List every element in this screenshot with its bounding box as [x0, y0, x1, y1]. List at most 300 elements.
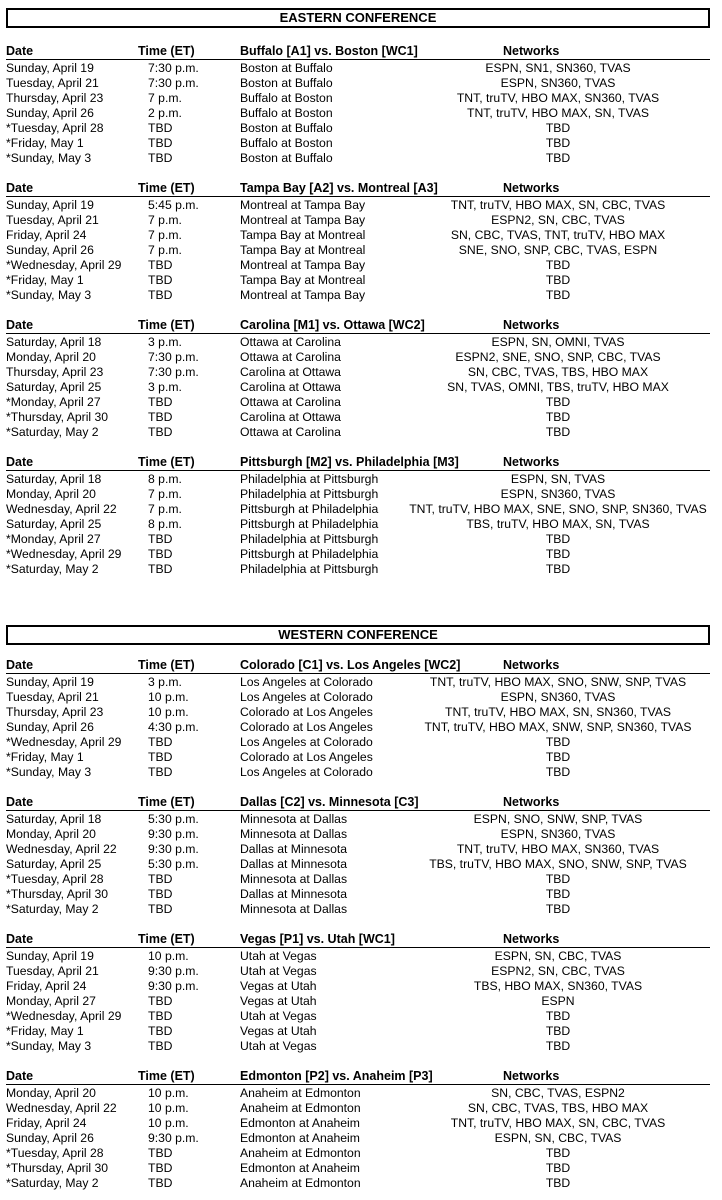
- series-carolina-ottawa: [6, 318, 710, 440]
- game-matchup: Utah at Vegas: [240, 964, 317, 978]
- game-time: TBD: [148, 532, 173, 546]
- series-title: Carolina [M1] vs. Ottawa [WC2]: [240, 318, 425, 332]
- game-time: 8 p.m.: [148, 517, 182, 531]
- game-row: [6, 61, 710, 76]
- time-column-header: Time (ET): [138, 318, 195, 332]
- game-date: *Friday, May 1: [6, 273, 84, 287]
- networks-column-header: Networks: [503, 318, 560, 332]
- game-row: [6, 335, 710, 350]
- series-tampa-bay-montreal: [6, 181, 710, 303]
- game-date: Saturday, April 25: [6, 857, 102, 871]
- game-row: [6, 1086, 710, 1101]
- game-matchup: Tampa Bay at Montreal: [240, 243, 366, 257]
- game-matchup: Pittsburgh at Philadelphia: [240, 517, 379, 531]
- game-time: 7:30 p.m.: [148, 61, 199, 75]
- time-column-header: Time (ET): [138, 658, 195, 672]
- series-vegas-utah: [6, 932, 710, 1054]
- game-row: [6, 532, 710, 547]
- time-column-header: Time (ET): [138, 932, 195, 946]
- game-date: Wednesday, April 22: [6, 1101, 117, 1115]
- game-networks: TNT, truTV, HBO MAX, SN, CBC, TVAS: [450, 1116, 666, 1130]
- series-header: [6, 181, 710, 197]
- game-time: 7 p.m.: [148, 502, 182, 516]
- game-matchup: Montreal at Tampa Bay: [240, 288, 366, 302]
- game-networks: ESPN, SN, TVAS: [510, 472, 606, 486]
- game-networks: TBS, HBO MAX, SN360, TVAS: [473, 979, 643, 993]
- game-time: 3 p.m.: [148, 335, 182, 349]
- game-date: Wednesday, April 22: [6, 502, 117, 516]
- game-networks: TBD: [545, 902, 571, 916]
- game-time: 10 p.m.: [148, 705, 189, 719]
- game-matchup: Montreal at Tampa Bay: [240, 198, 366, 212]
- games-list: [6, 334, 710, 440]
- game-networks: TNT, truTV, HBO MAX, SN, CBC, TVAS: [450, 198, 666, 212]
- game-matchup: Dallas at Minnesota: [240, 887, 348, 901]
- game-date: *Thursday, April 30: [6, 887, 109, 901]
- game-networks: ESPN, SN360, TVAS: [500, 76, 616, 90]
- time-column-header: Time (ET): [138, 1069, 195, 1083]
- series-title: Edmonton [P2] vs. Anaheim [P3]: [240, 1069, 433, 1083]
- game-row: [6, 425, 710, 440]
- game-date: Friday, April 24: [6, 1116, 87, 1130]
- game-time: TBD: [148, 994, 173, 1008]
- game-networks: TBD: [545, 273, 571, 287]
- game-networks: ESPN, SNO, SNW, SNP, TVAS: [473, 812, 643, 826]
- series-title: Colorado [C1] vs. Los Angeles [WC2]: [240, 658, 461, 672]
- game-date: *Tuesday, April 28: [6, 872, 104, 886]
- game-networks: TNT, truTV, HBO MAX, SN, TVAS: [467, 106, 649, 120]
- game-row: [6, 994, 710, 1009]
- game-matchup: Vegas at Utah: [240, 979, 317, 993]
- game-row: [6, 765, 710, 780]
- game-row: [6, 106, 710, 121]
- series-title: Tampa Bay [A2] vs. Montreal [A3]: [240, 181, 438, 195]
- game-time: 7 p.m.: [148, 487, 182, 501]
- game-matchup: Buffalo at Boston: [240, 91, 333, 105]
- game-networks: TBD: [545, 872, 571, 886]
- game-networks: TBS, truTV, HBO MAX, SN, TVAS: [466, 517, 650, 531]
- game-time: TBD: [148, 547, 173, 561]
- game-row: [6, 243, 710, 258]
- game-matchup: Buffalo at Boston: [240, 136, 333, 150]
- game-date: Saturday, April 25: [6, 380, 102, 394]
- game-row: [6, 1024, 710, 1039]
- games-list: [6, 674, 710, 780]
- game-networks: TBD: [545, 532, 571, 546]
- game-row: [6, 842, 710, 857]
- game-matchup: Tampa Bay at Montreal: [240, 273, 366, 287]
- game-networks: TBD: [545, 887, 571, 901]
- game-networks: SN, TVAS, OMNI, TBS, truTV, HBO MAX: [447, 380, 669, 394]
- game-time: 9:30 p.m.: [148, 842, 199, 856]
- game-time: 5:30 p.m.: [148, 857, 199, 871]
- game-date: *Sunday, May 3: [6, 765, 92, 779]
- game-row: [6, 502, 710, 517]
- game-date: Thursday, April 23: [6, 91, 104, 105]
- game-networks: SN, CBC, TVAS, TBS, HBO MAX: [467, 1101, 649, 1115]
- game-date: *Thursday, April 30: [6, 1161, 109, 1175]
- game-networks: ESPN, SN360, TVAS: [500, 487, 616, 501]
- game-date: *Wednesday, April 29: [6, 547, 122, 561]
- game-matchup: Tampa Bay at Montreal: [240, 228, 366, 242]
- game-matchup: Ottawa at Carolina: [240, 425, 341, 439]
- game-networks: ESPN: [541, 994, 575, 1008]
- game-matchup: Utah at Vegas: [240, 949, 317, 963]
- game-time: TBD: [148, 872, 173, 886]
- game-row: [6, 472, 710, 487]
- game-date: Saturday, April 18: [6, 812, 102, 826]
- game-matchup: Vegas at Utah: [240, 994, 317, 1008]
- game-matchup: Pittsburgh at Philadelphia: [240, 547, 379, 561]
- game-matchup: Boston at Buffalo: [240, 76, 333, 90]
- game-row: [6, 198, 710, 213]
- game-date: Friday, April 24: [6, 979, 87, 993]
- game-date: Monday, April 20: [6, 827, 96, 841]
- game-date: Sunday, April 19: [6, 61, 94, 75]
- game-networks: TBD: [545, 765, 571, 779]
- game-matchup: Philadelphia at Pittsburgh: [240, 487, 379, 501]
- game-networks: TNT, truTV, HBO MAX, SN360, TVAS: [456, 91, 660, 105]
- game-time: 7 p.m.: [148, 213, 182, 227]
- game-matchup: Philadelphia at Pittsburgh: [240, 472, 379, 486]
- game-networks: TBS, truTV, HBO MAX, SNO, SNW, SNP, TVAS: [429, 857, 687, 871]
- game-date: Sunday, April 26: [6, 243, 94, 257]
- game-row: [6, 1009, 710, 1024]
- game-matchup: Edmonton at Anaheim: [240, 1131, 360, 1145]
- game-time: TBD: [148, 151, 173, 165]
- series-edmonton-anaheim: [6, 1069, 710, 1191]
- game-networks: TBD: [545, 136, 571, 150]
- game-networks: TBD: [545, 1024, 571, 1038]
- game-date: *Saturday, May 2: [6, 425, 99, 439]
- game-row: [6, 380, 710, 395]
- game-date: *Wednesday, April 29: [6, 735, 122, 749]
- game-row: [6, 288, 710, 303]
- game-row: [6, 1101, 710, 1116]
- game-row: [6, 273, 710, 288]
- game-row: [6, 395, 710, 410]
- game-networks: TBD: [545, 121, 571, 135]
- game-row: [6, 827, 710, 842]
- games-list: [6, 1085, 710, 1191]
- game-row: [6, 720, 710, 735]
- game-networks: ESPN, SN, OMNI, TVAS: [491, 335, 625, 349]
- game-matchup: Utah at Vegas: [240, 1039, 317, 1053]
- game-networks: ESPN2, SN, CBC, TVAS: [491, 213, 625, 227]
- game-row: [6, 151, 710, 166]
- game-matchup: Buffalo at Boston: [240, 106, 333, 120]
- game-date: *Wednesday, April 29: [6, 258, 122, 272]
- game-time: 10 p.m.: [148, 1116, 189, 1130]
- game-row: [6, 872, 710, 887]
- game-row: [6, 76, 710, 91]
- game-matchup: Minnesota at Dallas: [240, 827, 348, 841]
- game-matchup: Anaheim at Edmonton: [240, 1086, 361, 1100]
- series-header: [6, 795, 710, 811]
- game-row: [6, 812, 710, 827]
- game-row: [6, 547, 710, 562]
- game-time: 3 p.m.: [148, 380, 182, 394]
- game-row: [6, 1146, 710, 1161]
- game-date: Monday, April 20: [6, 487, 96, 501]
- western-conference-header: WESTERN CONFERENCE: [6, 625, 710, 645]
- game-time: TBD: [148, 425, 173, 439]
- game-matchup: Los Angeles at Colorado: [240, 765, 373, 779]
- game-row: [6, 365, 710, 380]
- game-row: [6, 350, 710, 365]
- game-networks: TNT, truTV, HBO MAX, SNW, SNP, SN360, TVAS: [424, 720, 692, 734]
- game-networks: TBD: [545, 410, 571, 424]
- game-matchup: Boston at Buffalo: [240, 61, 333, 75]
- date-column-header: Date: [6, 44, 34, 58]
- game-matchup: Anaheim at Edmonton: [240, 1101, 361, 1115]
- game-matchup: Montreal at Tampa Bay: [240, 258, 366, 272]
- game-date: *Tuesday, April 28: [6, 121, 104, 135]
- game-date: Sunday, April 26: [6, 1131, 94, 1145]
- game-row: [6, 121, 710, 136]
- game-time: TBD: [148, 1024, 173, 1038]
- game-date: *Wednesday, April 29: [6, 1009, 122, 1023]
- game-time: 9:30 p.m.: [148, 1131, 199, 1145]
- networks-column-header: Networks: [503, 1069, 560, 1083]
- game-networks: TNT, truTV, HBO MAX, SN, SN360, TVAS: [445, 705, 671, 719]
- series-title: Dallas [C2] vs. Minnesota [C3]: [240, 795, 419, 809]
- game-row: [6, 675, 710, 690]
- date-column-header: Date: [6, 318, 34, 332]
- game-date: Saturday, April 18: [6, 335, 102, 349]
- game-time: 7 p.m.: [148, 228, 182, 242]
- game-time: 9:30 p.m.: [148, 979, 199, 993]
- networks-column-header: Networks: [503, 795, 560, 809]
- game-row: [6, 517, 710, 532]
- game-row: [6, 949, 710, 964]
- game-time: TBD: [148, 258, 173, 272]
- game-networks: ESPN, SN1, SN360, TVAS: [485, 61, 631, 75]
- game-matchup: Anaheim at Edmonton: [240, 1146, 361, 1160]
- game-row: [6, 750, 710, 765]
- game-matchup: Boston at Buffalo: [240, 151, 333, 165]
- game-time: 10 p.m.: [148, 1086, 189, 1100]
- game-time: TBD: [148, 1146, 173, 1160]
- game-date: Wednesday, April 22: [6, 842, 117, 856]
- game-matchup: Minnesota at Dallas: [240, 872, 348, 886]
- game-networks: TBD: [545, 151, 571, 165]
- game-date: Tuesday, April 21: [6, 690, 99, 704]
- game-row: [6, 258, 710, 273]
- game-matchup: Ottawa at Carolina: [240, 335, 341, 349]
- game-row: [6, 1161, 710, 1176]
- game-row: [6, 857, 710, 872]
- game-networks: SN, CBC, TVAS, TNT, truTV, HBO MAX: [450, 228, 666, 242]
- game-date: Sunday, April 26: [6, 106, 94, 120]
- game-date: *Monday, April 27: [6, 532, 101, 546]
- time-column-header: Time (ET): [138, 44, 195, 58]
- game-networks: ESPN, SN360, TVAS: [500, 690, 616, 704]
- date-column-header: Date: [6, 795, 34, 809]
- game-time: TBD: [148, 136, 173, 150]
- networks-column-header: Networks: [503, 455, 560, 469]
- game-networks: TNT, truTV, HBO MAX, SN360, TVAS: [456, 842, 660, 856]
- games-list: [6, 811, 710, 917]
- game-date: Tuesday, April 21: [6, 76, 99, 90]
- game-date: Sunday, April 19: [6, 675, 94, 689]
- game-date: Sunday, April 26: [6, 720, 94, 734]
- game-networks: TBD: [545, 425, 571, 439]
- game-networks: ESPN, SN, CBC, TVAS: [494, 1131, 622, 1145]
- eastern-conference-header: EASTERN CONFERENCE: [6, 8, 710, 28]
- game-networks: TBD: [545, 395, 571, 409]
- game-time: 10 p.m.: [148, 1101, 189, 1115]
- game-matchup: Dallas at Minnesota: [240, 842, 348, 856]
- game-time: 3 p.m.: [148, 675, 182, 689]
- game-time: TBD: [148, 121, 173, 135]
- game-matchup: Carolina at Ottawa: [240, 380, 341, 394]
- game-networks: TBD: [545, 750, 571, 764]
- game-date: *Monday, April 27: [6, 395, 101, 409]
- game-row: [6, 91, 710, 106]
- game-time: TBD: [148, 750, 173, 764]
- game-time: TBD: [148, 395, 173, 409]
- game-matchup: Carolina at Ottawa: [240, 410, 341, 424]
- game-date: *Tuesday, April 28: [6, 1146, 104, 1160]
- game-date: Thursday, April 23: [6, 365, 104, 379]
- series-header: [6, 1069, 710, 1085]
- series-header: [6, 932, 710, 948]
- game-row: [6, 979, 710, 994]
- date-column-header: Date: [6, 1069, 34, 1083]
- game-date: Tuesday, April 21: [6, 213, 99, 227]
- game-networks: ESPN2, SNE, SNO, SNP, CBC, TVAS: [455, 350, 661, 364]
- game-date: *Sunday, May 3: [6, 1039, 92, 1053]
- game-row: [6, 410, 710, 425]
- networks-column-header: Networks: [503, 932, 560, 946]
- game-matchup: Los Angeles at Colorado: [240, 735, 373, 749]
- game-date: Tuesday, April 21: [6, 964, 99, 978]
- game-networks: TBD: [545, 1161, 571, 1175]
- game-time: 7:30 p.m.: [148, 76, 199, 90]
- game-matchup: Minnesota at Dallas: [240, 812, 348, 826]
- game-time: TBD: [148, 273, 173, 287]
- game-matchup: Carolina at Ottawa: [240, 365, 341, 379]
- game-networks: TBD: [545, 562, 571, 576]
- game-date: *Saturday, May 2: [6, 902, 99, 916]
- game-networks: TBD: [545, 1039, 571, 1053]
- date-column-header: Date: [6, 455, 34, 469]
- series-dallas-minnesota: [6, 795, 710, 917]
- games-list: [6, 60, 710, 166]
- game-row: [6, 136, 710, 151]
- game-time: 2 p.m.: [148, 106, 182, 120]
- game-date: Monday, April 27: [6, 994, 96, 1008]
- series-header: [6, 658, 710, 674]
- game-matchup: Edmonton at Anaheim: [240, 1161, 360, 1175]
- game-row: [6, 705, 710, 720]
- series-title: Buffalo [A1] vs. Boston [WC1]: [240, 44, 418, 58]
- series-buffalo-boston: [6, 44, 710, 166]
- games-list: [6, 948, 710, 1054]
- game-networks: SNE, SNO, SNP, CBC, TVAS, ESPN: [458, 243, 658, 257]
- game-time: TBD: [148, 410, 173, 424]
- networks-column-header: Networks: [503, 181, 560, 195]
- game-matchup: Boston at Buffalo: [240, 121, 333, 135]
- game-date: *Thursday, April 30: [6, 410, 109, 424]
- game-row: [6, 1116, 710, 1131]
- game-row: [6, 735, 710, 750]
- game-matchup: Colorado at Los Angeles: [240, 720, 373, 734]
- game-networks: SN, CBC, TVAS, ESPN2: [491, 1086, 625, 1100]
- game-matchup: Pittsburgh at Philadelphia: [240, 502, 379, 516]
- game-networks: TBD: [545, 1176, 571, 1190]
- game-date: Sunday, April 19: [6, 949, 94, 963]
- series-header: [6, 318, 710, 334]
- game-date: Saturday, April 25: [6, 517, 102, 531]
- game-networks: ESPN, SN360, TVAS: [500, 827, 616, 841]
- series-pittsburgh-philadelphia: [6, 455, 710, 577]
- game-time: 7:30 p.m.: [148, 350, 199, 364]
- series-title: Pittsburgh [M2] vs. Philadelphia [M3]: [240, 455, 459, 469]
- game-time: 8 p.m.: [148, 472, 182, 486]
- games-list: [6, 471, 710, 577]
- game-date: *Friday, May 1: [6, 1024, 84, 1038]
- game-row: [6, 213, 710, 228]
- game-networks: ESPN, SN, CBC, TVAS: [494, 949, 622, 963]
- game-matchup: Philadelphia at Pittsburgh: [240, 532, 379, 546]
- game-date: *Sunday, May 3: [6, 151, 92, 165]
- games-list: [6, 197, 710, 303]
- game-time: TBD: [148, 1161, 173, 1175]
- game-date: *Friday, May 1: [6, 750, 84, 764]
- networks-column-header: Networks: [503, 44, 560, 58]
- game-time: 7:30 p.m.: [148, 365, 199, 379]
- game-matchup: Ottawa at Carolina: [240, 395, 341, 409]
- game-networks: TBD: [545, 258, 571, 272]
- game-time: TBD: [148, 902, 173, 916]
- game-time: 4:30 p.m.: [148, 720, 199, 734]
- game-date: Friday, April 24: [6, 228, 87, 242]
- time-column-header: Time (ET): [138, 181, 195, 195]
- game-matchup: Los Angeles at Colorado: [240, 690, 373, 704]
- game-row: [6, 1176, 710, 1191]
- game-row: [6, 487, 710, 502]
- game-time: 7 p.m.: [148, 243, 182, 257]
- time-column-header: Time (ET): [138, 455, 195, 469]
- game-networks: TBD: [545, 735, 571, 749]
- game-time: 5:45 p.m.: [148, 198, 199, 212]
- game-matchup: Ottawa at Carolina: [240, 350, 341, 364]
- game-date: *Sunday, May 3: [6, 288, 92, 302]
- game-networks: TBD: [545, 1146, 571, 1160]
- game-row: [6, 690, 710, 705]
- series-header: [6, 455, 710, 471]
- game-date: *Saturday, May 2: [6, 562, 99, 576]
- series-header: [6, 44, 710, 60]
- game-time: TBD: [148, 562, 173, 576]
- game-networks: TNT, truTV, HBO MAX, SNO, SNW, SNP, TVAS: [429, 675, 687, 689]
- game-date: Saturday, April 18: [6, 472, 102, 486]
- game-matchup: Colorado at Los Angeles: [240, 705, 373, 719]
- date-column-header: Date: [6, 181, 34, 195]
- game-matchup: Anaheim at Edmonton: [240, 1176, 361, 1190]
- game-row: [6, 228, 710, 243]
- game-row: [6, 1039, 710, 1054]
- game-time: TBD: [148, 288, 173, 302]
- game-time: TBD: [148, 735, 173, 749]
- game-row: [6, 887, 710, 902]
- game-matchup: Utah at Vegas: [240, 1009, 317, 1023]
- game-time: TBD: [148, 765, 173, 779]
- game-time: 9:30 p.m.: [148, 964, 199, 978]
- game-row: [6, 1131, 710, 1146]
